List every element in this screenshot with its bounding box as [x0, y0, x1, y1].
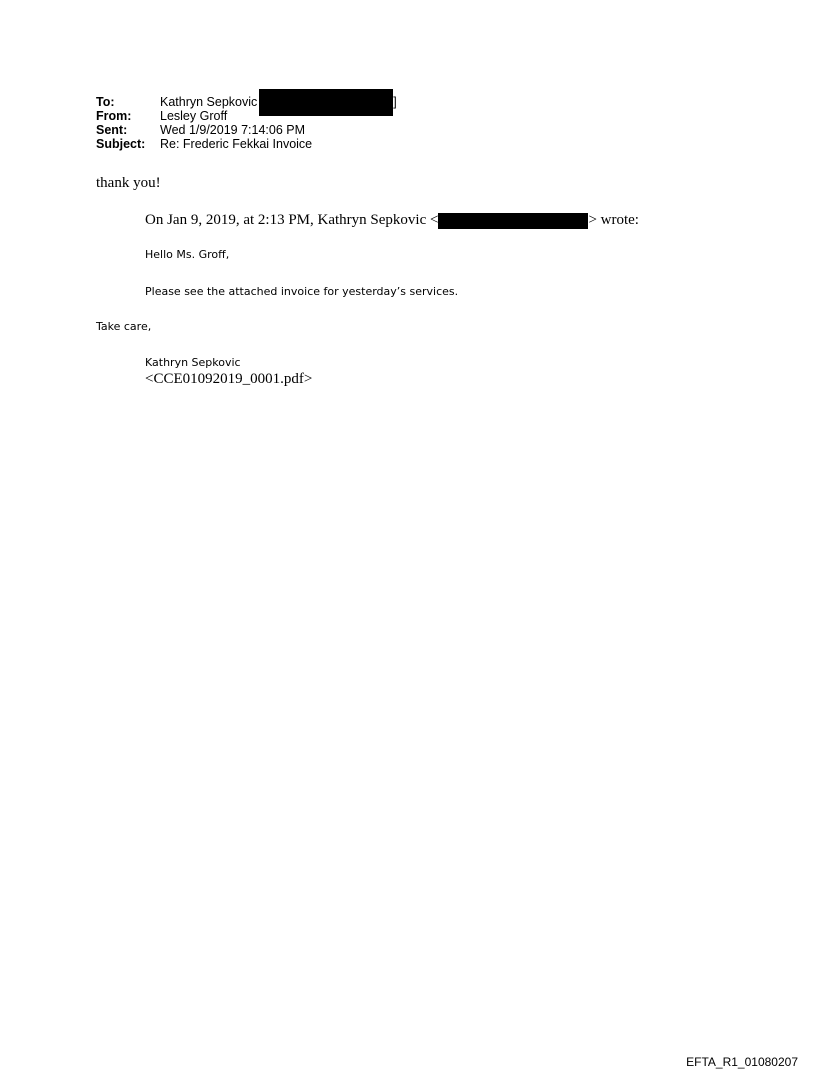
from-label: From: [96, 109, 132, 123]
quote-intro [145, 212, 639, 229]
closing-text: Take care, [96, 320, 152, 333]
document-id: EFTA_R1_01080207 [686, 1055, 798, 1069]
signature-text: Kathryn Sepkovic [145, 356, 241, 369]
to-label: To: [96, 95, 115, 109]
subject-label: Subject: [96, 137, 146, 151]
redaction-box [438, 213, 588, 229]
subject-row [96, 137, 397, 151]
to-row [96, 95, 397, 109]
to-value: Kathryn Sepkovic [160, 95, 258, 109]
quote-prefix: On Jan 9, 2019, at 2:13 PM, Kathryn Sepkovic < [145, 212, 439, 228]
reply-text: thank you! [96, 175, 161, 191]
message-text: Please see the attached invoice for yesterday’s services. [145, 285, 459, 298]
email-header [96, 95, 397, 151]
greeting-text: Hello Ms. Groff, [145, 248, 230, 261]
sent-label: Sent: [96, 123, 128, 137]
from-value: Lesley Groff [160, 109, 228, 123]
sent-value: Wed 1/9/2019 7:14:06 PM [160, 123, 306, 137]
attachment-link[interactable]: <CCE01092019_0001.pdf> [145, 371, 313, 387]
subject-value: Re: Frederic Fekkai Invoice [160, 137, 313, 151]
to-suffix: ] [393, 95, 397, 109]
redaction-box [259, 89, 393, 116]
sent-row [96, 123, 397, 137]
quote-suffix: > wrote: [588, 212, 639, 228]
